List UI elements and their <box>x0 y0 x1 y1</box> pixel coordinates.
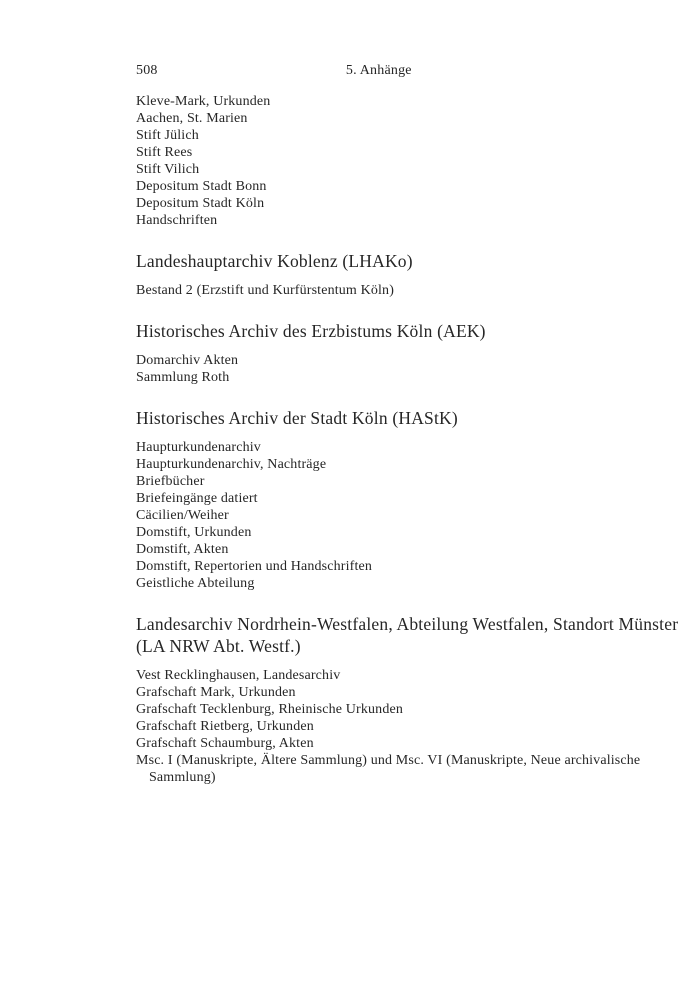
running-header: 5. Anhänge <box>345 63 412 78</box>
list-item: Domarchiv Akten <box>136 353 239 368</box>
holdings-list <box>136 93 628 229</box>
holdings-list <box>136 352 628 386</box>
list-item: Grafschaft Schaumburg, Akten <box>136 736 314 751</box>
list-item: Depositum Stadt Bonn <box>136 179 267 194</box>
list-item: Cäcilien/Weiher <box>136 508 229 523</box>
section-heading <box>136 407 628 429</box>
holdings-list <box>136 667 641 786</box>
archive-sections <box>136 93 679 786</box>
page-content <box>136 62 679 786</box>
section-heading-line: Landesarchiv Nordrhein-Westfalen, Abteilung Westfalen, Standort Münster <box>136 614 679 634</box>
list-item: Domstift, Akten <box>136 542 229 557</box>
page-number: 508 <box>136 63 158 78</box>
page-header <box>136 62 628 79</box>
archive-section <box>136 613 679 786</box>
archive-section <box>136 407 628 592</box>
list-item: Grafschaft Mark, Urkunden <box>136 685 296 700</box>
list-item: Domstift, Urkunden <box>136 525 252 540</box>
section-heading-line: (LA NRW Abt. Westf.) <box>136 636 301 656</box>
list-item: Vest Recklinghausen, Landesarchiv <box>136 668 341 683</box>
section-heading-line: Historisches Archiv der Stadt Köln (HAStK) <box>136 408 458 428</box>
archive-section <box>136 93 628 229</box>
section-heading <box>136 250 628 272</box>
list-item: Domstift, Repertorien und Handschriften <box>136 559 373 574</box>
section-heading <box>136 613 679 657</box>
list-item: Aachen, St. Marien <box>136 111 248 126</box>
list-item-continuation: Sammlung) <box>149 770 216 785</box>
list-item: Handschriften <box>136 213 218 228</box>
list-item: Stift Vilich <box>136 162 200 177</box>
holdings-list <box>136 282 628 299</box>
list-item: Bestand 2 (Erzstift und Kurfürstentum Köln) <box>136 283 395 298</box>
section-heading <box>136 320 628 342</box>
archive-section <box>136 250 628 299</box>
list-item: Grafschaft Tecklenburg, Rheinische Urkunden <box>136 702 403 717</box>
list-item: Kleve-Mark, Urkunden <box>136 94 271 109</box>
list-item: Haupturkundenarchiv, Nachträge <box>136 457 327 472</box>
list-item: Msc. I (Manuskripte, Ältere Sammlung) und Msc. VI (Manuskripte, Neue archivalische <box>136 753 641 768</box>
list-item: Haupturkundenarchiv <box>136 440 261 455</box>
list-item: Sammlung Roth <box>136 370 230 385</box>
section-heading-line: Landeshauptarchiv Koblenz (LHAKo) <box>136 251 413 271</box>
list-item: Stift Rees <box>136 145 193 160</box>
section-heading-line: Historisches Archiv des Erzbistums Köln (AEK) <box>136 321 486 341</box>
list-item: Geistliche Abteilung <box>136 576 255 591</box>
list-item: Depositum Stadt Köln <box>136 196 265 211</box>
list-item: Briefeingänge datiert <box>136 491 258 506</box>
list-item: Stift Jülich <box>136 128 199 143</box>
list-item: Grafschaft Rietberg, Urkunden <box>136 719 314 734</box>
list-item: Briefbücher <box>136 474 205 489</box>
archive-section <box>136 320 628 386</box>
holdings-list <box>136 439 628 592</box>
